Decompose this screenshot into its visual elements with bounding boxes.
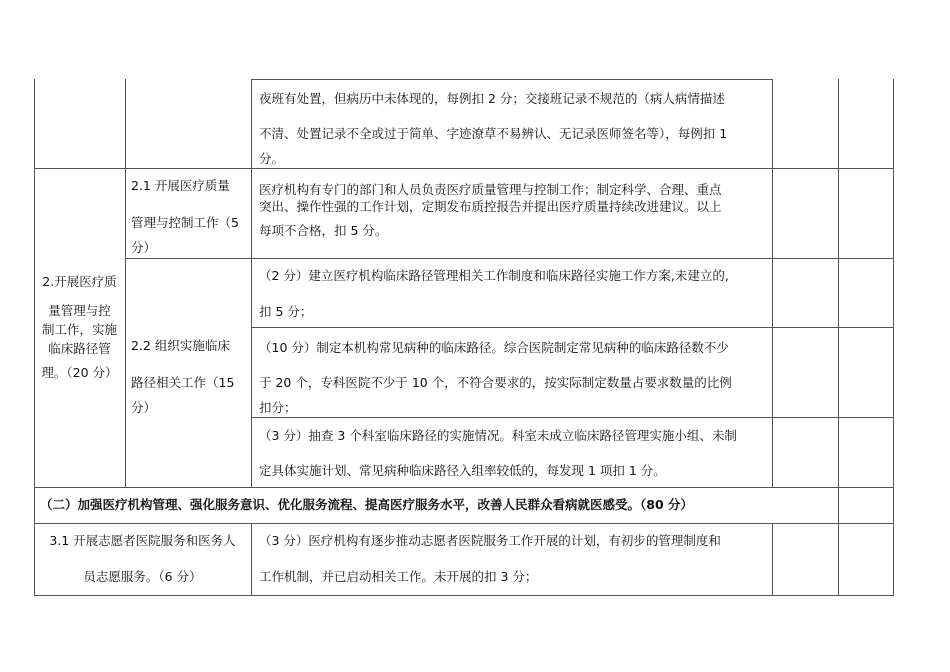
criteria-text: 每项不合格，扣 5 分。 [259, 223, 388, 238]
grid-line [251, 79, 252, 487]
criteria-text: 定具体实施计划、常见病种临床路径入组率较低的，每发现 1 项扣 1 分。 [259, 463, 666, 478]
item-name: 分） [131, 240, 157, 255]
item-name: 分） [131, 400, 157, 415]
criteria-text: 工作机制，并已启动相关工作。未开展的扣 3 分； [259, 569, 538, 584]
criteria-text: （10 分）制定本机构常见病种的临床路径。综合医院制定常见病种的临床路径数不少 [259, 340, 729, 355]
grid-line [772, 523, 773, 595]
grid-line [34, 168, 894, 169]
criteria-text: （3 分）抽查 3 个科室临床路径的实施情况。科室未成立临床路径管理实施小组、未制 [259, 428, 737, 443]
grid-line [838, 79, 839, 595]
grid-line [772, 79, 773, 487]
grid-line [34, 487, 894, 488]
item-name: 路径相关工作（15 [131, 375, 235, 390]
grid-line [893, 79, 894, 595]
item-name: 2.1 开展医疗质量 [131, 178, 230, 193]
grid-line [251, 79, 772, 80]
grid-line [34, 523, 894, 524]
criteria-text: 分。 [259, 151, 285, 166]
criteria-text: 扣分； [259, 400, 297, 415]
category-label: 制工作，实施 [41, 322, 117, 337]
grid-line [125, 258, 894, 259]
criteria-text: 医疗机构有专门的部门和人员负责医疗质量管理与控制工作；制定科学、合理、重点 [259, 182, 722, 197]
grid-line [251, 417, 894, 418]
section-header: （二）加强医疗机构管理、强化服务意识、优化服务流程、提高医疗服务水平，改善人民群众看病就医感受。（80 分） [40, 497, 693, 512]
grid-line [34, 595, 894, 596]
category-label: 2.开展医疗质 [42, 274, 117, 289]
criteria-text: （2 分）建立医疗机构临床路径管理相关工作制度和临床路径实施工作方案,未建立的, [259, 268, 729, 283]
item-name: 管理与控制工作（5 [131, 215, 239, 230]
criteria-text: （3 分）医疗机构有逐步推动志愿者医院服务工作开展的计划，有初步的管理制度和 [259, 533, 721, 548]
grid-line [251, 523, 252, 595]
category-label: 理。（20 分） [41, 365, 118, 380]
grid-line [125, 79, 126, 487]
grid-line [251, 327, 894, 328]
item-name: 2.2 组织实施临床 [131, 338, 230, 353]
category-label: 量管理与控 [48, 303, 111, 318]
criteria-text: 夜班有处置，但病历中未体现的，每例扣 2 分；交接班记录不规范的（病人病情描述 [259, 91, 725, 106]
criteria-text: 不清、处置记录不全或过于简单、字迹潦草不易辨认、无记录医师签名等），每例扣 1 [259, 126, 728, 141]
item-name: 员志愿服务。（6 分） [83, 569, 202, 584]
criteria-text: 扣 5 分； [259, 304, 313, 319]
category-label: 临床路径管 [48, 341, 111, 356]
item-name: 3.1 开展志愿者医院服务和医务人 [49, 533, 236, 548]
criteria-text: 于 20 个，专科医院不少于 10 个，不符合要求的，按实际制定数量占要求数量的比例 [259, 375, 732, 390]
criteria-text: 突出、操作性强的工作计划，定期发布质控报告并提出医疗质量持续改进建议。以上 [259, 199, 722, 214]
